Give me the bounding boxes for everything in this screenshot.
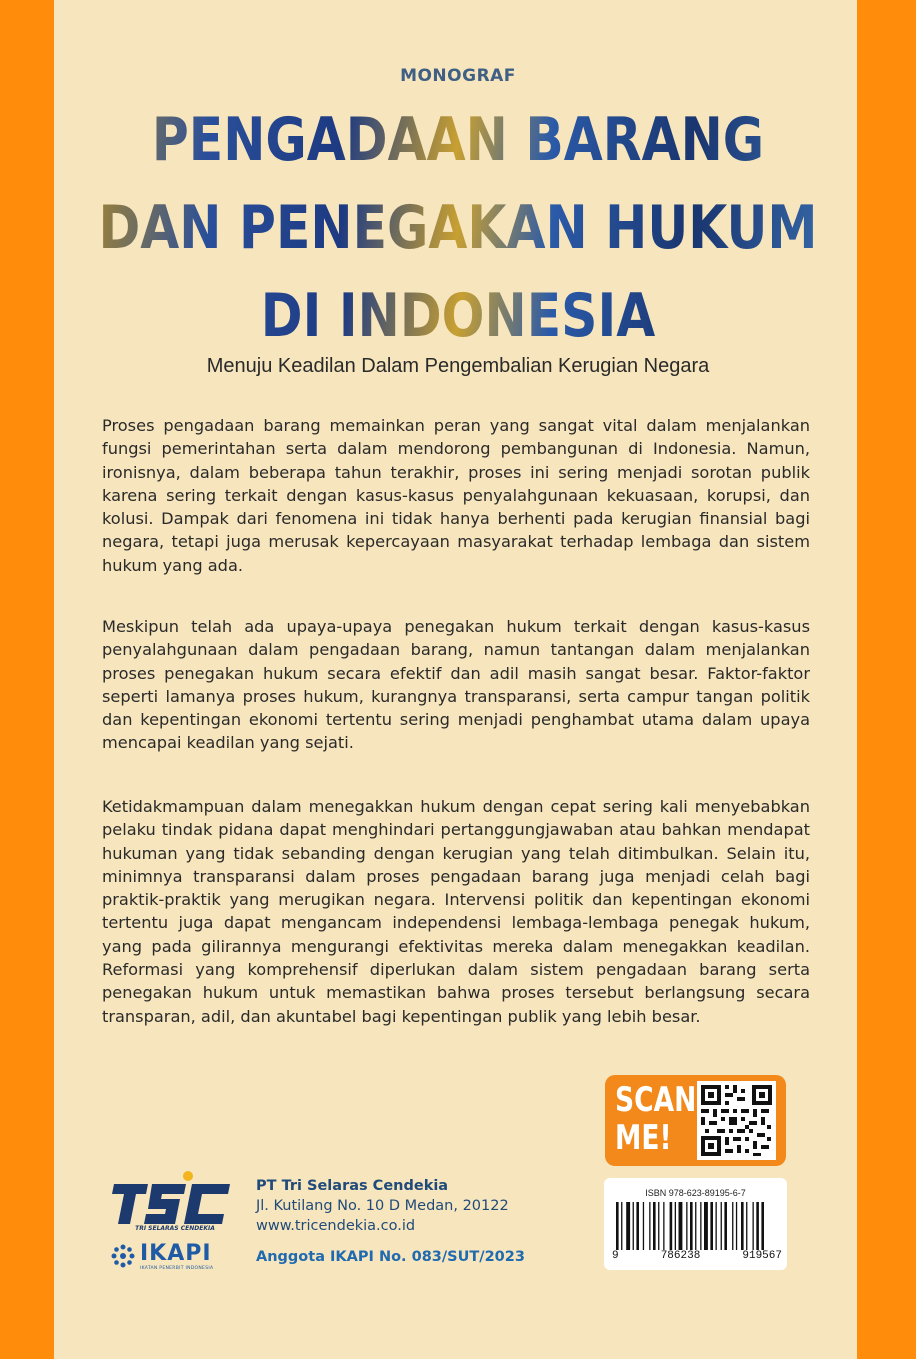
scan-word: SCAN <box>615 1080 697 1120</box>
barcode-icon <box>614 1202 779 1250</box>
barcode-digit-group-2: 919567 <box>742 1250 782 1262</box>
blurb-paragraph-1: Proses pengadaan barang memainkan peran yang sangat vital dalam menjalankan fungsi pemerintahan serta dalam mendorong pembangunan di Indonesia. Namun, ironisnya, dalam beberapa tahun terakhir, proses ini sering menjadi sorotan publik karena sering terkait dengan kasus-kasus penyalahgunaan kekuasaan, korupsi, dan kolusi. Dampak dari fenomena ini tidak hanya berhenti pada kerugian finansial bagi negara, tetapi juga merusak kepercayaan masyarakat terhadap lembaga dan sistem hukum yang ada. <box>102 416 810 575</box>
barcode-digit-prefix: 9 <box>612 1250 619 1262</box>
publisher-name: PT Tri Selaras Cendekia <box>256 1178 449 1194</box>
me-word: ME! <box>615 1118 672 1158</box>
scan-me-badge <box>605 1075 786 1166</box>
ikapi-logo-text: IKAPI <box>140 1241 212 1266</box>
title-line-3: DI INDONESIA <box>73 272 842 360</box>
publisher-website[interactable]: www.tricendekia.co.id <box>256 1218 416 1234</box>
ikapi-logo-icon <box>110 1243 136 1269</box>
publisher-address: Jl. Kutilang No. 10 D Medan, 20122 <box>256 1198 509 1214</box>
series-label: MONOGRAF <box>400 66 516 86</box>
publisher-membership: Anggota IKAPI No. 083/SUT/2023 <box>256 1249 525 1265</box>
ikapi-subtext: IKATAN PENERBIT INDONESIA <box>140 1266 214 1271</box>
barcode-digit-group-1: 786238 <box>660 1250 701 1262</box>
qr-code[interactable] <box>697 1081 776 1160</box>
book-title <box>0 96 916 360</box>
title-line-1: PENGADAAN BARANG <box>73 96 842 184</box>
barcode-digits <box>612 1250 782 1262</box>
isbn-barcode-box <box>604 1178 787 1270</box>
tsc-logo-subtext: TRI SELARAS CENDEKIA <box>135 1225 215 1232</box>
scan-me-text <box>615 1080 697 1158</box>
title-line-2: DAN PENEGAKAN HUKUM <box>73 184 842 272</box>
isbn-label: ISBN 978-623-89195-6-7 <box>645 1188 746 1198</box>
book-subtitle: Menuju Keadilan Dalam Pengembalian Kerugian Negara <box>206 355 710 377</box>
blurb-paragraph-3: Ketidakmampuan dalam menegakkan hukum dengan cepat sering kali menyebabkan pelaku tindak pidana dapat menghindari pertanggungjawaban atau bahkan mendapat hukuman yang tidak sebanding dengan kerugian yang telah ditimbulkan. Selain itu, minimnya transparansi dalam proses pengadaan barang juga menjadi celah bagi praktik-praktik yang merugikan negara. Intervensi politik dan kepentingan ekonomi tertentu juga dapat mengancam independensi lembaga-lembaga penegak hukum, yang pada gilirannya mengurangi efektivitas mereka dalam menegakkan keadilan. Reformasi yang komprehensif diperlukan dalam sistem pengadaan barang serta penegakan hukum untuk memastikan bahwa proses tersebut berlangsung secara transparan, adil, dan akuntabel bagi kepentingan publik yang lebih besar. <box>102 797 810 1026</box>
qr-code-icon <box>697 1081 776 1160</box>
blurb-paragraph-2: Meskipun telah ada upaya-upaya penegakan hukum terkait dengan kasus-kasus penyalahgunaan dalam pengadaan barang, namun tantangan dalam menjalankan proses penegakan hukum secara efektif dan adil masih sangat besar. Faktor-faktor seperti lamanya proses hukum, kurangnya transparansi, serta campur tangan politik dan kepentingan ekonomi tertentu sering menjadi penghambat utama dalam upaya mencapai keadilan yang sejati. <box>102 617 810 753</box>
